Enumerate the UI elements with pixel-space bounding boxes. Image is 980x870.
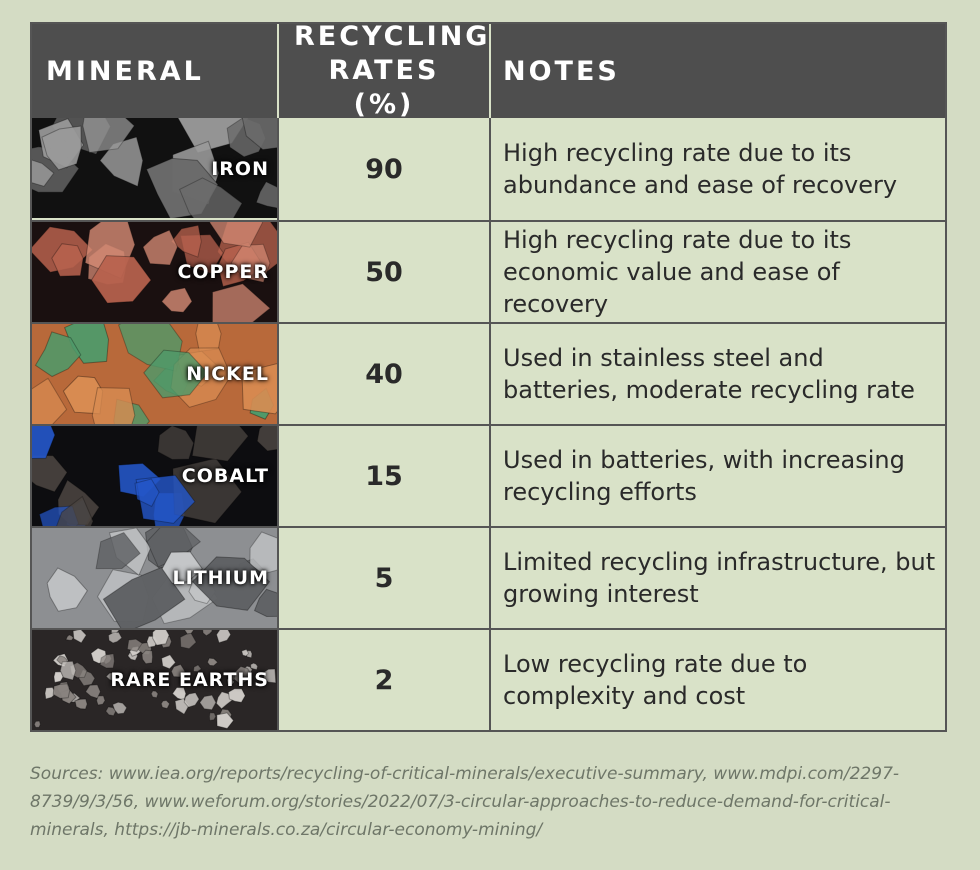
mineral-image-copper	[32, 222, 279, 322]
table-row	[32, 628, 945, 730]
recycling-rate: 2	[279, 630, 491, 730]
recycling-rate: 50	[279, 222, 491, 322]
header-mineral: MINERAL	[32, 24, 279, 118]
mineral-label: NICKEL	[186, 363, 269, 385]
table-row	[32, 424, 945, 526]
mineral-note: Used in stainless steel and batteries, moderate recycling rate	[503, 344, 915, 404]
mineral-note: High recycling rate due to its economic value and ease of recovery	[503, 226, 852, 318]
recycling-rate: 15	[279, 426, 491, 526]
mineral-image-iron	[32, 118, 279, 220]
mineral-image-rare-earths	[32, 630, 279, 730]
rock-shape	[153, 630, 170, 645]
mineral-label: RARE EARTHS	[110, 669, 269, 691]
rock-shape	[53, 684, 70, 699]
mineral-note: High recycling rate due to its abundance and ease of recovery	[503, 139, 898, 199]
mineral-label: IRON	[211, 158, 269, 180]
mineral-label: LITHIUM	[172, 567, 269, 589]
rock-shape	[196, 324, 221, 351]
mineral-image-lithium	[32, 528, 279, 628]
mineral-image-cobalt	[32, 426, 279, 526]
rock-shape	[92, 388, 135, 424]
mineral-label: COBALT	[181, 465, 269, 487]
recycling-rate: 40	[279, 324, 491, 424]
table-row	[32, 118, 945, 220]
rock-shape	[151, 691, 158, 698]
recycling-rate: 90	[279, 118, 491, 220]
table-row	[32, 322, 945, 424]
mineral-label: COPPER	[177, 261, 269, 283]
table-header	[32, 21, 945, 120]
mineral-note: Low recycling rate due to complexity and cost	[503, 650, 808, 710]
rock-shape	[34, 721, 40, 727]
header-rates-text: RECYCLING RATES (%)	[294, 21, 491, 120]
sources-footnote: Sources: www.iea.org/reports/recycling-of-critical-minerals/executive-summary, www.mdpi.com/2297-8739/9/3/56, www.weforum.org/stories/2022/07/3-circular-approaches-to-reduce-demand-for-critical-minerals, https://jb-minerals.co.za/circular-economy-mining/	[30, 764, 900, 840]
mineral-note: Used in batteries, with increasing recycling efforts	[503, 446, 905, 506]
table-row	[32, 220, 945, 322]
header-notes: NOTES	[503, 55, 620, 87]
mineral-image-nickel	[32, 324, 279, 424]
mineral-note: Limited recycling infrastructure, but growing interest	[503, 548, 936, 608]
table-row	[32, 526, 945, 628]
minerals-table	[30, 22, 947, 732]
table-body	[32, 118, 945, 730]
header-recycling-rates	[279, 21, 491, 120]
recycling-rate: 5	[279, 528, 491, 628]
